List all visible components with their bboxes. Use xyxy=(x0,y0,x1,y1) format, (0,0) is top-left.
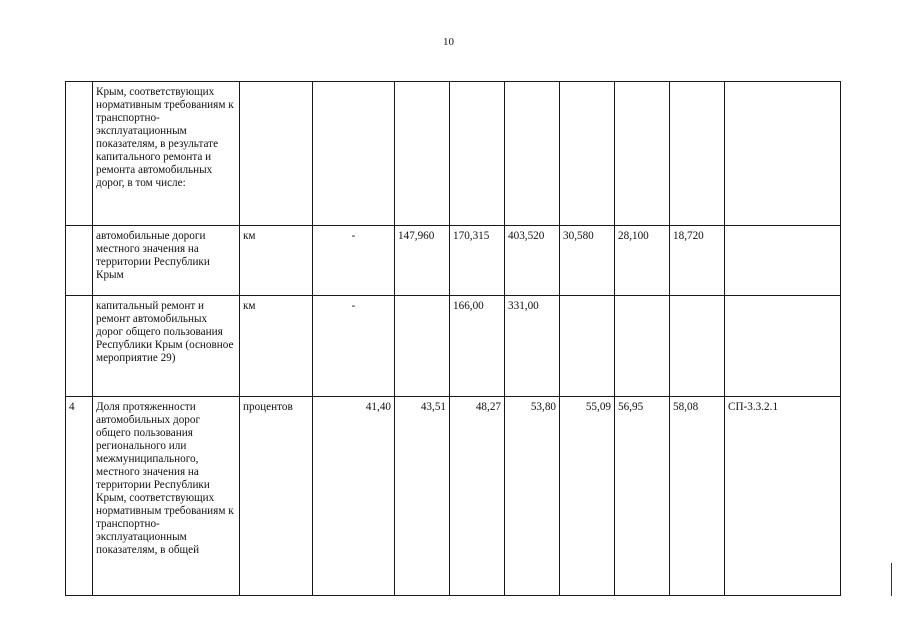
source-cell xyxy=(725,82,841,226)
table-row xyxy=(66,226,841,296)
value-cell xyxy=(560,82,615,226)
value-cell xyxy=(560,296,615,397)
value-cell: 28,100 xyxy=(615,226,670,296)
value-cell: 48,27 xyxy=(450,397,505,596)
table-row xyxy=(66,296,841,397)
row-number-cell xyxy=(66,226,93,296)
unit-cell: км xyxy=(240,296,313,397)
table-row xyxy=(66,82,841,226)
value-cell: 170,315 xyxy=(450,226,505,296)
description-cell: Доля протяженности автомобильных дорог общего пользования регионального или межмуниципального, местного значения на территории Республики Крым, соответствующих нормативным требованиям к транспортно-эксплуатационным показателям, в общей xyxy=(93,397,240,596)
description-cell: автомобильные дороги местного значения на территории Республики Крым xyxy=(93,226,240,296)
value-cell: 56,95 xyxy=(615,397,670,596)
value-cell xyxy=(395,296,450,397)
row-number-cell: 4 xyxy=(66,397,93,596)
value-cell: 53,80 xyxy=(505,397,560,596)
source-cell xyxy=(725,296,841,397)
row-number-cell xyxy=(66,296,93,397)
description-cell: Крым, соответствующих нормативным требованиям к транспортно-эксплуатационным показателям, в результате капитального ремонта и ремонта автомобильных дорог, в том числе: xyxy=(93,82,240,226)
value-cell xyxy=(615,82,670,226)
value-cell xyxy=(313,82,395,226)
value-cell xyxy=(615,296,670,397)
value-cell xyxy=(395,82,450,226)
value-cell xyxy=(450,82,505,226)
value-cell: 43,51 xyxy=(395,397,450,596)
value-cell: 166,00 xyxy=(450,296,505,397)
value-cell: 41,40 xyxy=(313,397,395,596)
value-cell: 147,960 xyxy=(395,226,450,296)
description-cell: капитальный ремонт и ремонт автомобильных дорог общего пользования Республики Крым (основное мероприятие 29) xyxy=(93,296,240,397)
indicators-table xyxy=(65,81,841,596)
source-cell: СП-3.3.2.1 xyxy=(725,397,841,596)
value-cell: 30,580 xyxy=(560,226,615,296)
value-cell xyxy=(670,82,725,226)
value-cell xyxy=(670,296,725,397)
value-cell: - xyxy=(313,226,395,296)
unit-cell: км xyxy=(240,226,313,296)
page-number: 10 xyxy=(443,36,454,48)
value-cell: - xyxy=(313,296,395,397)
value-cell: 403,520 xyxy=(505,226,560,296)
unit-cell xyxy=(240,82,313,226)
source-cell xyxy=(725,226,841,296)
value-cell xyxy=(505,82,560,226)
value-cell: 55,09 xyxy=(560,397,615,596)
value-cell: 331,00 xyxy=(505,296,560,397)
unit-cell: процентов xyxy=(240,397,313,596)
value-cell: 18,720 xyxy=(670,226,725,296)
value-cell: 58,08 xyxy=(670,397,725,596)
table-row xyxy=(66,397,841,596)
page-edge-mark xyxy=(891,563,892,596)
row-number-cell xyxy=(66,82,93,226)
